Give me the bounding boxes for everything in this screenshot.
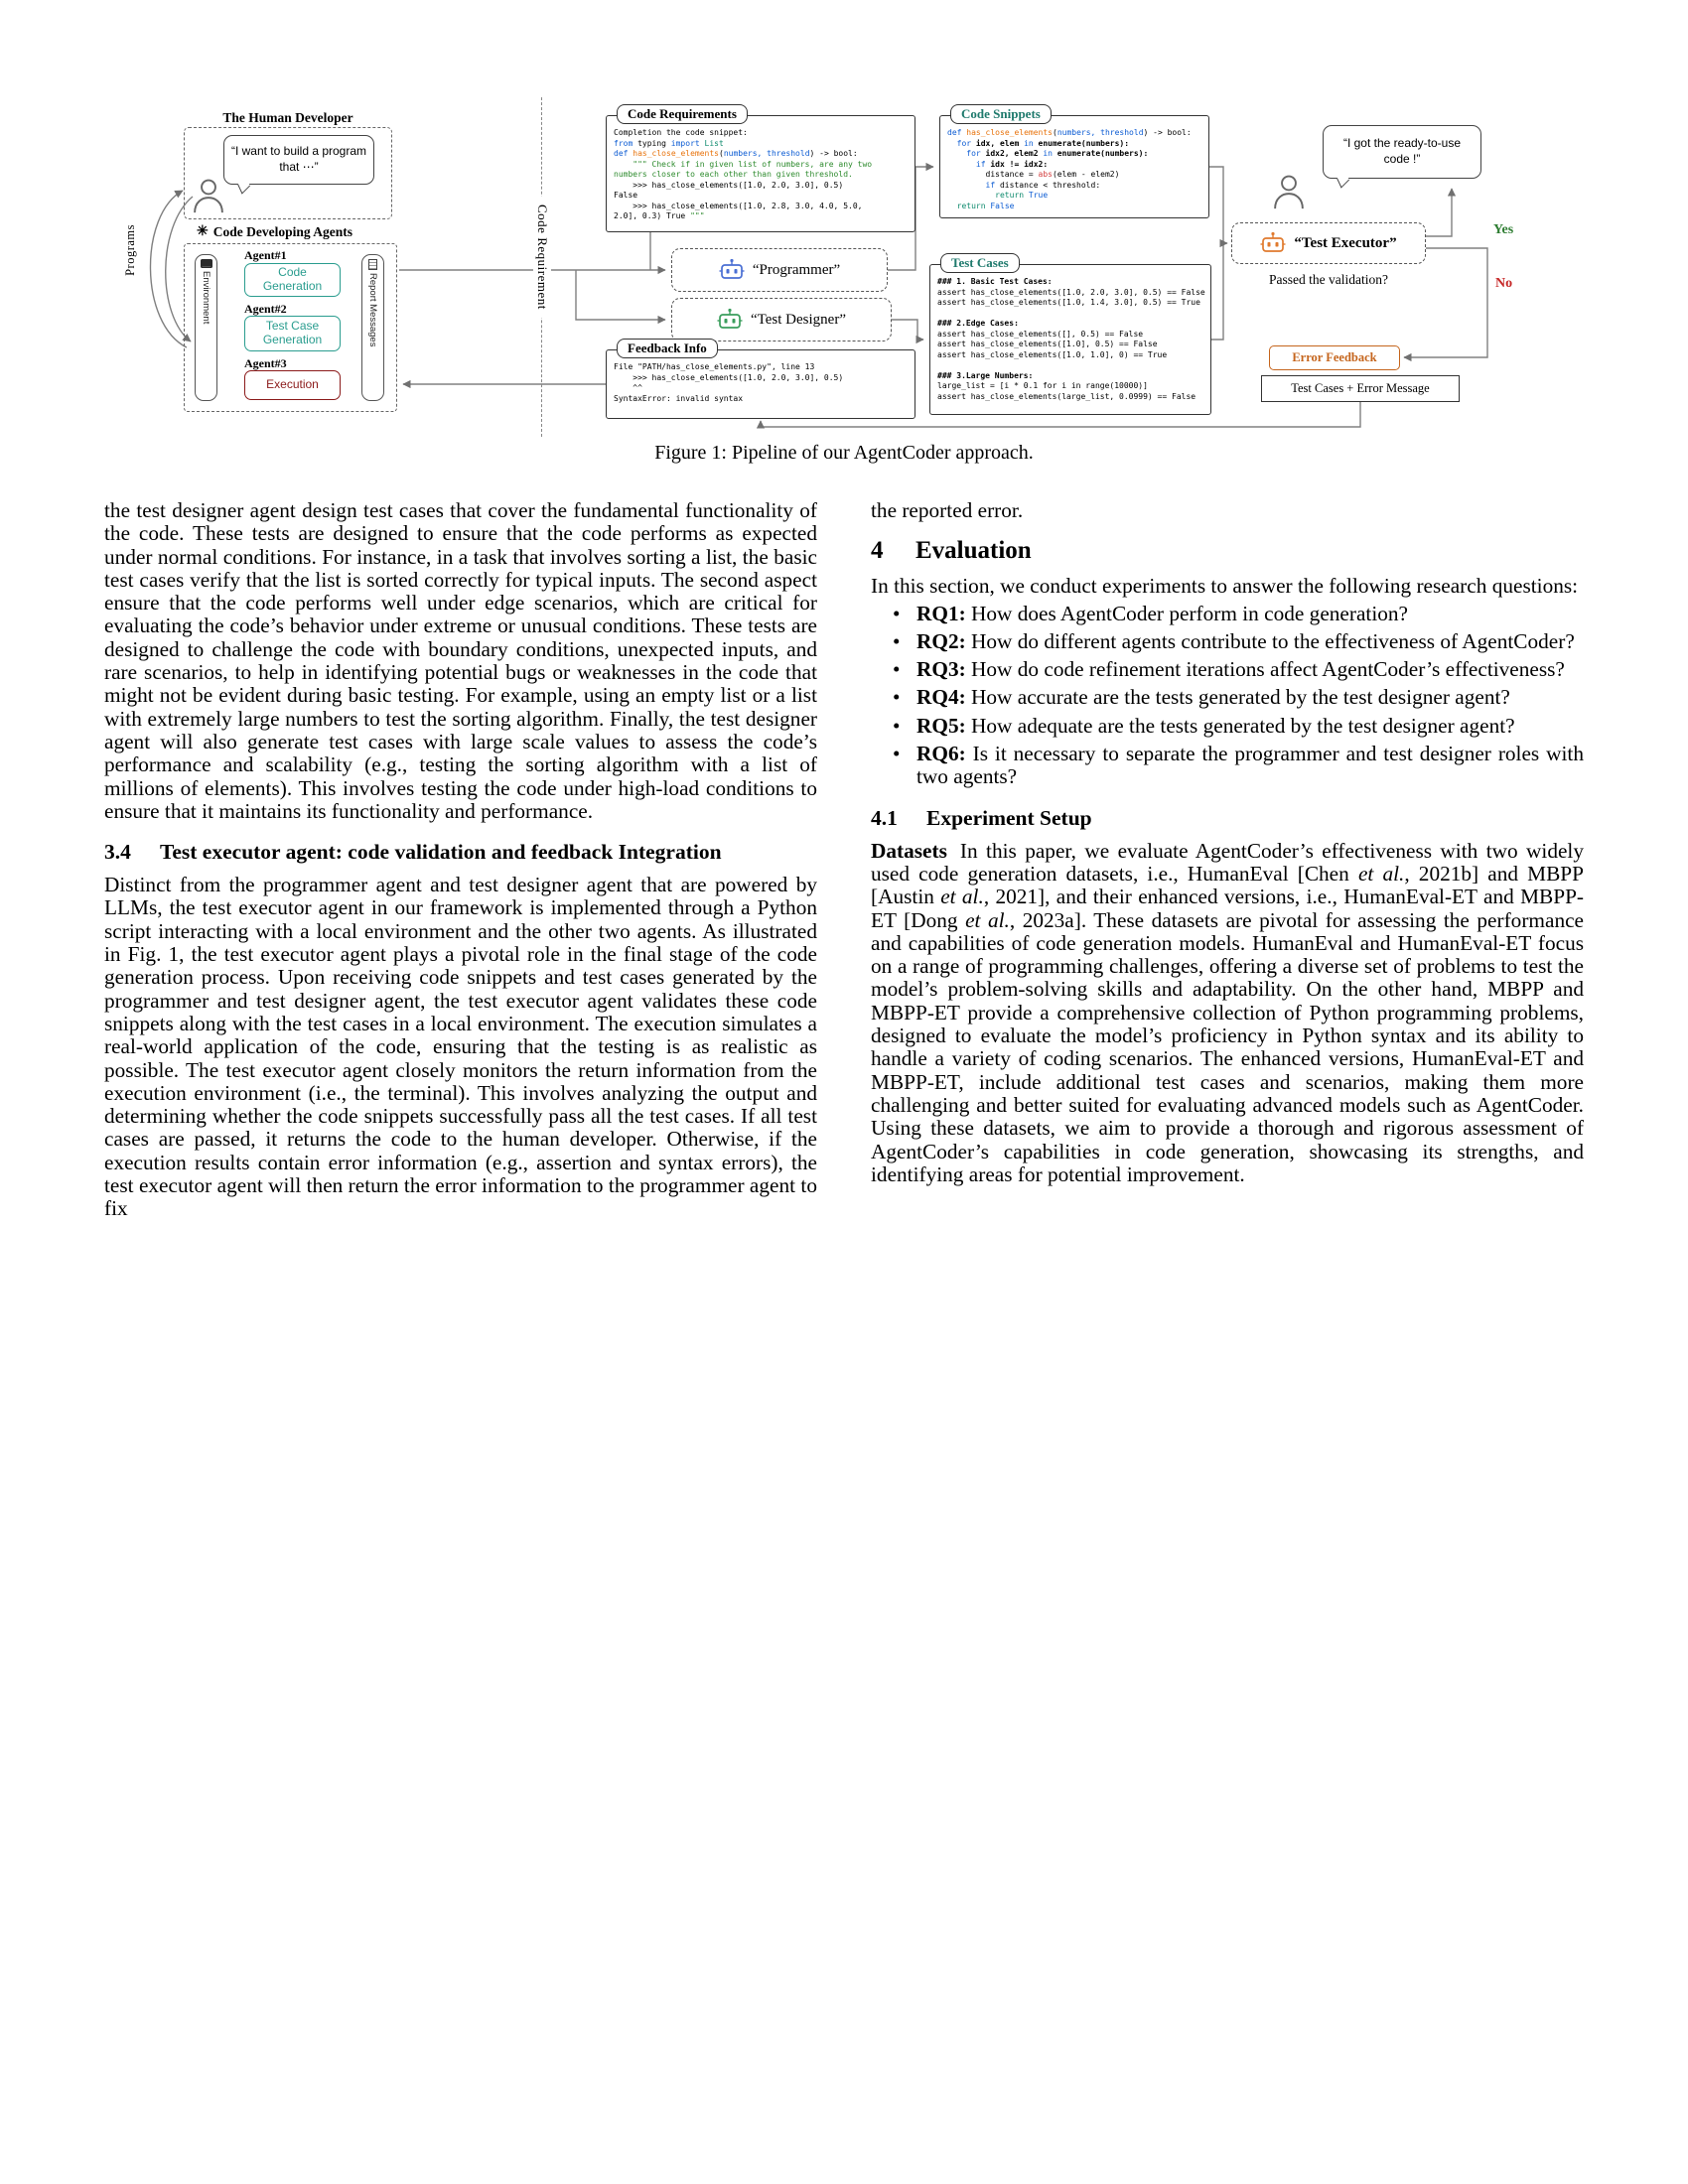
- figure-caption: Figure 1: Pipeline of our AgentCoder approach.: [654, 442, 1034, 464]
- code-snippets-box: [939, 106, 1209, 218]
- code-line: ### 2.Edge Cases:: [937, 319, 1019, 328]
- paragraph-evaluation-intro: In this section, we conduct experiments to answer the following research questions:: [871, 574, 1579, 599]
- environment-box: [195, 254, 217, 401]
- code-requirements-title: Code Requirements: [617, 104, 748, 124]
- terminal-icon: [201, 259, 212, 268]
- code-line: [937, 360, 1203, 371]
- report-messages-box: [361, 254, 384, 401]
- section-title: Experiment Setup: [926, 805, 1092, 830]
- programmer-agent: [671, 248, 888, 292]
- rq-label: RQ3:: [916, 657, 966, 682]
- openai-logo-icon: ✳: [197, 224, 209, 239]
- feedback-info-code: [607, 350, 914, 408]
- environment-label: Environment: [201, 271, 211, 325]
- test-executor-agent: [1231, 222, 1426, 264]
- rq-label: RQ6:: [916, 742, 966, 766]
- code-line: def has_close_elements(numbers, threshold) -> bool:: [614, 149, 858, 158]
- paragraph-test-executor: Distinct from the programmer agent and test designer agent that are powered by LLMs, the test executor agent in our framework is implemented through a Python script interacting with a local environment and the other two agents. As illustrated in Fig. 1, the test executor agent plays a pivotal role in the final stage of the code generation process. Upon receiving code snippets and test cases generated by the programmer and test designer agent, the test executor agent validates these code snippets along with the test cases in a local environment. The execution simulates a real-world application of the code, ensuring that the testing is as realistic as possible. The test executor agent closely monitors the return information from the execution environment (i.e., the terminal). This involves analyzing the output and determining whether the code snippets successfully pass all the test cases. If all test cases are passed, it returns the code to the human developer. Otherwise, if the execution results contain error information (e.g., assertion and syntax errors), the test executor agent will then return the error information to the programmer agent to fix: [104, 873, 817, 1221]
- left-column: [104, 499, 817, 1221]
- code-line: large_list = [i * 0.1 for i in range(10000)]: [937, 381, 1148, 390]
- code-line: for idx, elem in enumerate(numbers):: [956, 138, 1130, 148]
- code-line: assert has_close_elements([1.0, 2.0, 3.0], 0.5) == False: [937, 287, 1205, 297]
- code-line: SyntaxError: invalid syntax: [614, 393, 744, 403]
- test-case-generation-box: Test Case Generation: [244, 316, 341, 351]
- feedback-info-box: [606, 341, 915, 419]
- programmer-label: “Programmer”: [752, 261, 841, 278]
- section-number: 3.4: [104, 840, 131, 865]
- section-title: Evaluation: [915, 537, 1032, 565]
- paragraph-test-designer: the test designer agent design test cases that cover the fundamental functionality of the code. These tests are designed to ensure that the code performs as expected under normal conditions. For instance, in a task that involves sorting a list, the basic test cases verify that the list is sorted correctly for typical inputs. The second aspect ensure that the code performs well under edge scenarios, which are critical for evaluating the code’s behavior under extreme or unusual conditions. These tests are designed to challenge the code with boundary conditions, unexpected inputs, and rare scenarios, to help in identifying potential bugs or weaknesses in the code that might not be evident during basic testing. For example, using an empty list or a list with extremely large numbers to test the sorting algorithm. Finally, the test designer agent will also generate test cases with large scale values to assess the code’s performance and scalability (e.g., testing the sorting algorithm with a list of millions of elements). This involves testing the code under high-load conditions to ensure that it maintains its functionality and performance.: [104, 498, 817, 823]
- human-speech-bubble: “I want to build a program that ⋯”: [223, 135, 374, 185]
- code-line: numbers closer to each other than given threshold.: [614, 170, 853, 179]
- human-developer-title: The Human Developer: [222, 110, 353, 125]
- test-cases-error-message-box: Test Cases + Error Message: [1261, 375, 1460, 402]
- code-line: ### 1. Basic Test Cases:: [937, 277, 1053, 286]
- test-designer-robot-icon: [717, 308, 743, 332]
- section-number: 4.1: [871, 805, 898, 830]
- code-line: return False: [956, 201, 1015, 210]
- yes-label: Yes: [1493, 222, 1514, 237]
- agents-title-text: Code Developing Agents: [212, 224, 352, 239]
- ready-code-speech-bubble: “I got the ready-to-use code !”: [1323, 125, 1481, 179]
- code-line: if distance < threshold:: [985, 180, 1101, 190]
- programmer-robot-icon: [719, 258, 745, 282]
- code-line: >>> has_close_elements([1.0, 2.8, 3.0, 4.0, 5.0,: [614, 201, 863, 210]
- test-executor-robot-icon: [1260, 231, 1286, 255]
- test-cases-title: Test Cases: [940, 253, 1020, 273]
- section-heading-3-4: [104, 839, 817, 865]
- code-line: False: [614, 191, 638, 200]
- programs-label: Programs: [123, 224, 137, 276]
- test-designer-label: “Test Designer”: [751, 311, 846, 328]
- feedback-info-title: Feedback Info: [617, 339, 718, 358]
- report-icon: [368, 259, 377, 270]
- code-line: >>> has_close_elements([1.0, 2.0, 3.0], 0.5): [614, 372, 844, 382]
- right-column: [871, 499, 1584, 1186]
- paragraph-datasets: Datasets In this paper, we evaluate AgentCoder’s effectiveness with two widely used code generation datasets, i.e., HumanEval [Chen et al., 2021b] and MBPP [Austin et al., 2021], and their enhanced versions, i.e., HumanEval-ET and MBPP-ET [Dong et al., 2023a]. These datasets are pivotal for assessing the performance and capabilities of code generation models. HumanEval and HumanEval-ET focus on a range of programming challenges, offering a diverse set of problems to test the model’s problem-solving skills and adaptability. On the other hand, MBPP and MBPP-ET provide a comprehensive collection of Python programming problems, designed to evaluate the model’s proficiency in Python syntax and its ability to handle a variety of coding scenarios. The enhanced versions, HumanEval-ET and MBPP-ET, include additional test cases and scenarios, making them more challenging and better suited for evaluating advanced models such as AgentCoder. Using these datasets, we aim to provide a thorough and rigorous assessment of AgentCoder’s capabilities in code generation, showcasing its strengths, and identifying areas for potential improvement.: [871, 838, 1584, 1186]
- agent3-label: Agent#3: [244, 356, 287, 370]
- code-line: ^^: [614, 383, 642, 392]
- research-question-item: • RQ6: Is it necessary to separate the programmer and test designer roles with two agents?: [871, 743, 1584, 789]
- code-line: Completion the code snippet:: [614, 128, 748, 137]
- section-heading-4: [871, 537, 1584, 565]
- execution-box: Execution: [244, 370, 341, 400]
- research-question-item: • RQ1: How does AgentCoder perform in code generation?: [871, 603, 1584, 625]
- code-line: File "PATH/has_close_elements.py", line 13: [614, 362, 815, 371]
- section-title: Test executor agent: code validation and feedback Integration: [160, 840, 722, 865]
- code-line: assert has_close_elements([1.0, 1.0], 0) == True: [937, 349, 1168, 359]
- code-generation-box: Code Generation: [244, 263, 341, 297]
- code-line: return True: [995, 191, 1049, 200]
- report-messages-label: Report Messages: [367, 273, 378, 347]
- research-question-item: • RQ4: How accurate are the tests generated by the test designer agent?: [871, 686, 1584, 709]
- test-designer-agent: [671, 298, 892, 341]
- test-cases-box: [929, 255, 1211, 415]
- code-requirements-code: [607, 116, 914, 226]
- code-line: distance = abs(elem - elem2): [947, 170, 1120, 179]
- rq-label: RQ4:: [916, 685, 966, 710]
- rq-label: RQ2:: [916, 628, 966, 653]
- code-line: assert has_close_elements([1.0], 0.5) == False: [937, 340, 1158, 348]
- no-label: No: [1495, 276, 1513, 291]
- rq-label: RQ1:: [916, 601, 966, 625]
- code-line: """ Check if in given list of numbers, are any two: [614, 159, 873, 169]
- error-feedback-box: Error Feedback: [1269, 345, 1400, 370]
- code-snippets-code: [940, 116, 1208, 215]
- person-icon: [193, 177, 224, 219]
- test-executor-label: “Test Executor”: [1294, 234, 1397, 251]
- code-line: assert has_close_elements([1.0, 1.4, 3.0], 0.5) == True: [937, 298, 1200, 307]
- code-line: assert has_close_elements(large_list, 0.0999) == False: [937, 391, 1196, 401]
- code-developing-agents-title: [197, 224, 352, 240]
- agent1-label: Agent#1: [244, 248, 287, 262]
- code-snippets-title: Code Snippets: [950, 104, 1052, 124]
- section-heading-4-1: [871, 805, 1584, 831]
- code-line: from typing import List: [614, 138, 724, 148]
- rq-label: RQ5:: [916, 713, 966, 738]
- code-line: ### 3.Large Numbers:: [937, 370, 1034, 380]
- validation-question: Passed the validation?: [1269, 272, 1388, 287]
- figure-1-pipeline: [109, 97, 1559, 437]
- code-requirements-box: [606, 106, 915, 232]
- code-requirement-label: Code Requirement: [533, 197, 551, 318]
- code-line: if idx != idx2:: [975, 159, 1049, 169]
- code-line: >>> has_close_elements([1.0, 2.0, 3.0], 0.5): [614, 180, 844, 190]
- test-cases-code: [930, 265, 1210, 406]
- code-line: 2.0], 0.3) True """: [614, 211, 705, 220]
- code-line: for idx2, elem2 in enumerate(numbers):: [966, 149, 1149, 158]
- paragraph-reported-error: the reported error.: [871, 498, 1024, 522]
- research-question-item: • RQ3: How do code refinement iterations affect AgentCoder’s effectiveness?: [871, 658, 1584, 681]
- code-line: [937, 309, 1203, 320]
- research-question-item: • RQ2: How do different agents contribute to the effectiveness of AgentCoder?: [871, 630, 1584, 653]
- code-line: def has_close_elements(numbers, threshold) -> bool:: [947, 128, 1192, 137]
- person-icon-right: [1273, 173, 1305, 215]
- research-questions-list: [871, 603, 1584, 789]
- agent2-label: Agent#2: [244, 302, 287, 316]
- research-question-item: • RQ5: How adequate are the tests generated by the test designer agent?: [871, 715, 1584, 738]
- code-line: assert has_close_elements([], 0.5) == False: [937, 329, 1144, 339]
- section-number: 4: [871, 537, 884, 565]
